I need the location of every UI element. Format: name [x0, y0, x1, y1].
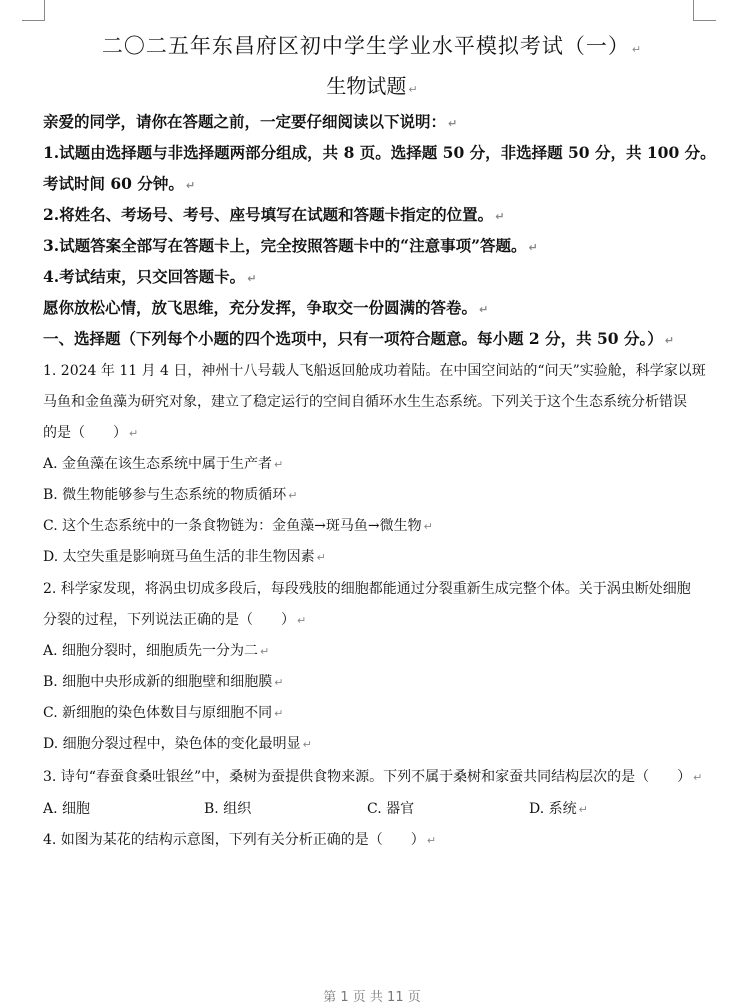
paragraph-mark-icon: ↵	[260, 645, 270, 658]
q2-option-b: B. 细胞中央形成新的细胞壁和细胞膜 ↵	[43, 674, 284, 690]
q3-stem: 3. 诗句“春蚕食桑吐银丝”中，桑树为蚕提供食物来源。下列不属于桑树和家蚕共同结构层次的是（ ） ↵	[43, 769, 703, 785]
instruction-1: 1.试题由选择题与非选择题两部分组成，共 8 页。选择题 50 分，非选择题 50 分，共 100 分。	[43, 143, 716, 162]
page-footer: 第 1 页 共 11 页	[323, 990, 421, 1005]
q2-option-d: D. 细胞分裂过程中，染色体的变化最明显 ↵	[43, 736, 312, 752]
q2-stem-line1: 2. 科学家发现，将涡虫切成多段后，每段残肢的细胞都能通过分裂重新生成完整个体。关于涡虫断处细胞	[43, 581, 691, 597]
paragraph-mark-icon: ↵	[288, 489, 298, 502]
q1-option-a: A. 金鱼藻在该生态系统中属于生产者 ↵	[43, 456, 284, 472]
crop-mark-top-left	[22, 0, 45, 21]
q3-option-b: B. 组织	[204, 801, 252, 817]
q2-stem-line2: 分裂的过程，下列说法正确的是（ ） ↵	[43, 612, 307, 628]
paragraph-mark-icon: ↵	[426, 834, 437, 847]
q1-stem-line1: 1. 2024 年 11 月 4 日，神州十八号载人飞船返回舱成功着陆。在中国空间站的“问天”实验舱，科学家以斑	[43, 363, 706, 379]
exam-title: 二〇二五年东昌府区初中学生学业水平模拟考试（一） ↵	[101, 34, 643, 58]
q1-option-d: D. 太空失重是影响斑马鱼生活的非生物因素 ↵	[43, 549, 326, 565]
paragraph-mark-icon: ↵	[274, 707, 284, 720]
paragraph-mark-icon: ↵	[297, 614, 307, 627]
q2-option-a: A. 细胞分裂时，细胞质先一分为二 ↵	[43, 643, 270, 659]
section-heading: 一、选择题（下列每个小题的四个选项中，只有一项符合题意。每小题 2 分，共 50 分。） ↵	[43, 329, 674, 348]
q1-stem-line2: 马鱼和金鱼藻为研究对象，建立了稳定运行的空间自循环水生生态系统。下列关于这个生态系统分析错误	[43, 394, 687, 410]
paragraph-mark-icon: ↵	[448, 117, 458, 130]
instruction-3: 3.试题答案全部写在答题卡上，完全按照答题卡中的“注意事项”答题。 ↵	[43, 236, 538, 255]
q3-option-d: D. 系统 ↵	[529, 801, 588, 817]
paragraph-mark-icon: ↵	[423, 520, 433, 533]
paragraph-mark-icon: ↵	[495, 210, 505, 223]
paragraph-mark-icon: ↵	[247, 272, 257, 285]
paragraph-mark-icon: ↵	[664, 334, 674, 347]
q1-stem-line3: 的是（ ） ↵	[43, 425, 139, 441]
instruction-4: 4.考试结束，只交回答题卡。 ↵	[43, 267, 257, 286]
q4-stem: 4. 如图为某花的结构示意图，下列有关分析正确的是（ ） ↵	[43, 832, 437, 848]
paragraph-mark-icon: ↵	[479, 303, 489, 316]
q1-option-c: C. 这个生态系统中的一条食物链为：金鱼藻→斑马鱼→微生物 ↵	[43, 518, 433, 534]
instruction-intro: 亲爱的同学，请你在答题之前，一定要仔细阅读以下说明： ↵	[43, 112, 458, 131]
paragraph-mark-icon: ↵	[578, 803, 588, 816]
paragraph-mark-icon: ↵	[693, 771, 703, 784]
instruction-2: 2.将姓名、考场号、考号、座号填写在试题和答题卡指定的位置。 ↵	[43, 205, 505, 224]
q2-option-c: C. 新细胞的染色体数目与原细胞不同 ↵	[43, 705, 284, 721]
paragraph-mark-icon: ↵	[129, 427, 139, 440]
paragraph-mark-icon: ↵	[408, 83, 418, 96]
paragraph-mark-icon: ↵	[274, 458, 284, 471]
paragraph-mark-icon: ↵	[528, 241, 538, 254]
paragraph-mark-icon: ↵	[274, 676, 284, 689]
crop-mark-top-right	[693, 0, 716, 21]
paragraph-mark-icon: ↵	[185, 179, 196, 192]
instruction-closing: 愿你放松心情，放飞思维，充分发挥，争取交一份圆满的答卷。 ↵	[43, 298, 489, 317]
q3-option-a: A. 细胞	[43, 801, 91, 817]
q1-option-b: B. 微生物能够参与生态系统的物质循环 ↵	[43, 487, 298, 503]
paragraph-mark-icon: ↵	[631, 43, 643, 56]
q3-option-c: C. 器官	[367, 801, 415, 817]
instruction-1-cont: 考试时间 60 分钟。 ↵	[43, 174, 196, 193]
exam-subtitle: 生物试题 ↵	[326, 74, 418, 98]
paragraph-mark-icon: ↵	[316, 551, 326, 564]
paragraph-mark-icon: ↵	[302, 738, 312, 751]
